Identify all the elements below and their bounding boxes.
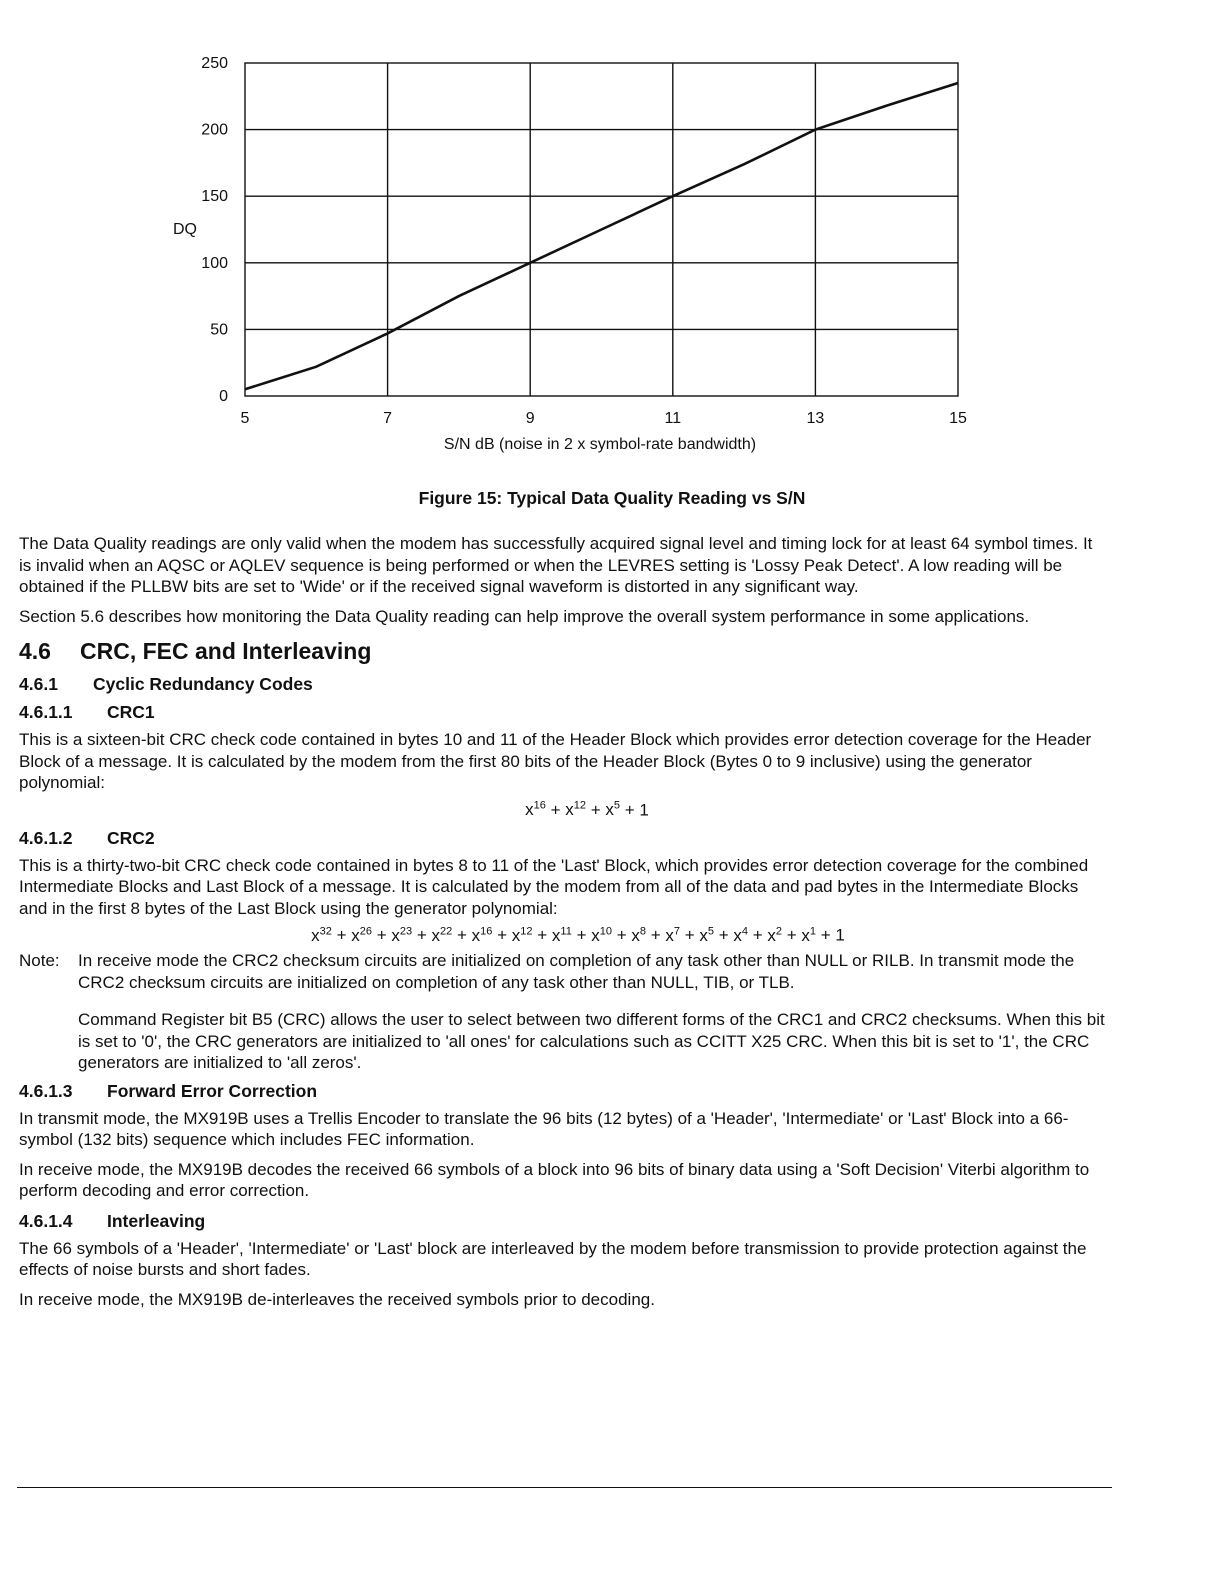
interleaving-heading [19, 1210, 1109, 1232]
polynomial-term: $x^5$ [699, 925, 714, 945]
x-tick-label: 7 [383, 410, 393, 427]
dq-validity-paragraph: The Data Quality readings are only valid when the modem has successfully acquired signal level and timing lock for at least 64 symbol times. It is invalid when an AQSC or AQLEV sequence is being performed or when the LEVRES setting is 'Lossy Peak Detect'. A low reading will be obtained if the PLLBW bits are set to 'Wide' or if the received signal waveform is distorted in any significant way. [19, 534, 1093, 596]
polynomial-term: $x^7$ [665, 925, 680, 945]
crc1-number: 4.6.1.1 [19, 702, 73, 722]
crc2-polynomial: $x^{32} + x^{26} + x^{23} + x^{22} + x^{16} + x^{12} + x^{11} + x^{10} + x^8 + x^7 + x^5 + x^4 + x^2 + x^1 + 1$ [311, 925, 845, 945]
crc2-note [19, 950, 1109, 993]
polynomial-term: $x^{22}$ [431, 925, 453, 945]
section-heading-4-6 [19, 637, 1109, 665]
deinterleaving-paragraph: In receive mode, the MX919B de-interleaves the received symbols prior to decoding. [19, 1289, 655, 1309]
crc-command-register-note: Command Register bit B5 (CRC) allows the user to select between two different forms of the CRC1 and CRC2 checksums. When this bit is set to '0', the CRC generators are initialized to 'all ones' for calculations such as CCITT X25 CRC. When this bit is set to '1', the CRC generators are initialized to 'all zeros'. [78, 1010, 1105, 1073]
y-tick-label: 150 [201, 188, 228, 206]
page-body [19, 533, 1109, 1318]
x-tick-label: 9 [525, 410, 535, 427]
crc1-paragraph: This is a sixteen-bit CRC check code contained in bytes 10 and 11 of the Header Block which provides error detection coverage for the Header Block of a message. It is calculated by the modem from the first 80 bits of the Header Block (Bytes 0 to 9 inclusive) using the generator polynomial: [19, 730, 1092, 792]
polynomial-term: 1 [639, 800, 649, 820]
interleaving-paragraph: The 66 symbols of a 'Header', 'Intermediate' or 'Last' block are interleaved by the modem before transmission to provide protection against the effects of noise bursts and short fades. [19, 1238, 1087, 1280]
polynomial-term: $x^1$ [801, 925, 816, 945]
polynomial-term: $x^{11}$ [551, 925, 572, 945]
polynomial-term: $x^{26}$ [351, 925, 373, 945]
section-reference-paragraph: Section 5.6 describes how monitoring the Data Quality reading can help improve the overall system performance in some applications. [19, 606, 1030, 626]
fec-heading [19, 1080, 1109, 1102]
fec-title: Forward Error Correction [107, 1080, 318, 1101]
polynomial-term: $x^5$ [605, 799, 621, 820]
interleaving-title: Interleaving [107, 1210, 206, 1231]
x-tick-label: 15 [949, 410, 967, 427]
section-number: 4.6 [19, 638, 51, 664]
section-title: CRC, FEC and Interleaving [80, 638, 372, 664]
polynomial-term: $x^{32}$ [311, 925, 332, 945]
footer-rule [17, 1487, 1112, 1488]
y-tick-label: 100 [201, 254, 228, 272]
x-tick-label: 5 [240, 410, 250, 427]
polynomial-term: 1 [835, 925, 845, 945]
x-tick-label: 11 [664, 410, 682, 427]
y-tick-labels [201, 55, 228, 405]
y-tick-label: 200 [201, 121, 228, 139]
subsection-title: Cyclic Redundancy Codes [93, 674, 313, 694]
polynomial-term: $x^4$ [733, 925, 748, 945]
crc1-polynomial: $x^{16} + x^{12} + x^5 + 1$ [525, 799, 649, 820]
crc1-heading [19, 701, 1109, 723]
y-tick-label: 0 [219, 388, 228, 405]
polynomial-term: $x^8$ [631, 925, 646, 945]
crc2-title: CRC2 [107, 827, 155, 848]
x-tick-label: 13 [806, 410, 825, 427]
figure-caption: Figure 15: Typical Data Quality Reading vs S/N [418, 488, 806, 508]
fec-transmit-paragraph: In transmit mode, the MX919B uses a Trellis Encoder to translate the 96 bits (12 bytes) of a 'Header', 'Intermediate' or 'Last' Block into a 66-symbol (132 bits) sequence which includes FEC information. [19, 1108, 1069, 1150]
y-tick-label: 50 [210, 321, 228, 339]
polynomial-term: $x^{12}$ [511, 925, 533, 945]
crc2-number: 4.6.1.2 [19, 827, 73, 848]
y-axis-label: DQ [173, 221, 197, 238]
polynomial-term: $x^{23}$ [391, 925, 413, 945]
polynomial-term: $x^2$ [767, 925, 782, 945]
note-text: In receive mode the CRC2 checksum circuits are initialized on completion of any task other than NULL or RILB. In transmit mode the CRC2 checksum circuits are initialized on completion of any task other than NULL, TIB, or TLB. [78, 951, 1075, 992]
interleaving-number: 4.6.1.4 [19, 1210, 73, 1231]
subsection-heading-4-6-1 [19, 673, 1109, 695]
dq-vs-sn-chart [0, 0, 1224, 480]
subsection-number: 4.6.1 [19, 674, 58, 694]
x-axis-label: S/N dB (noise in 2 x symbol-rate bandwidth) [443, 436, 757, 453]
y-tick-label: 250 [201, 55, 228, 72]
crc1-title: CRC1 [107, 702, 155, 722]
crc2-heading [19, 827, 1109, 849]
fec-receive-paragraph: In receive mode, the MX919B decodes the received 66 symbols of a block into 96 bits of binary data using a 'Soft Decision' Viterbi algorithm to perform decoding and error correction. [19, 1159, 1090, 1201]
crc2-paragraph: This is a thirty-two-bit CRC check code contained in bytes 8 to 11 of the 'Last' Block, which provides error detection coverage for the combined Intermediate Blocks and Last Block of a message. It is calculated by the modem from all of the data and pad bytes in the Intermediate Blocks and in the first 8 bytes of the Last Block using the generator polynomial: [19, 855, 1089, 918]
polynomial-term: $x^{10}$ [591, 925, 612, 945]
note-label: Note: [19, 951, 60, 971]
polynomial-term: $x^{16}$ [471, 925, 493, 945]
polynomial-term: $x^{12}$ [565, 799, 587, 820]
x-tick-labels [241, 410, 967, 427]
polynomial-term: $x^{16}$ [525, 799, 546, 820]
fec-number: 4.6.1.3 [19, 1080, 73, 1101]
